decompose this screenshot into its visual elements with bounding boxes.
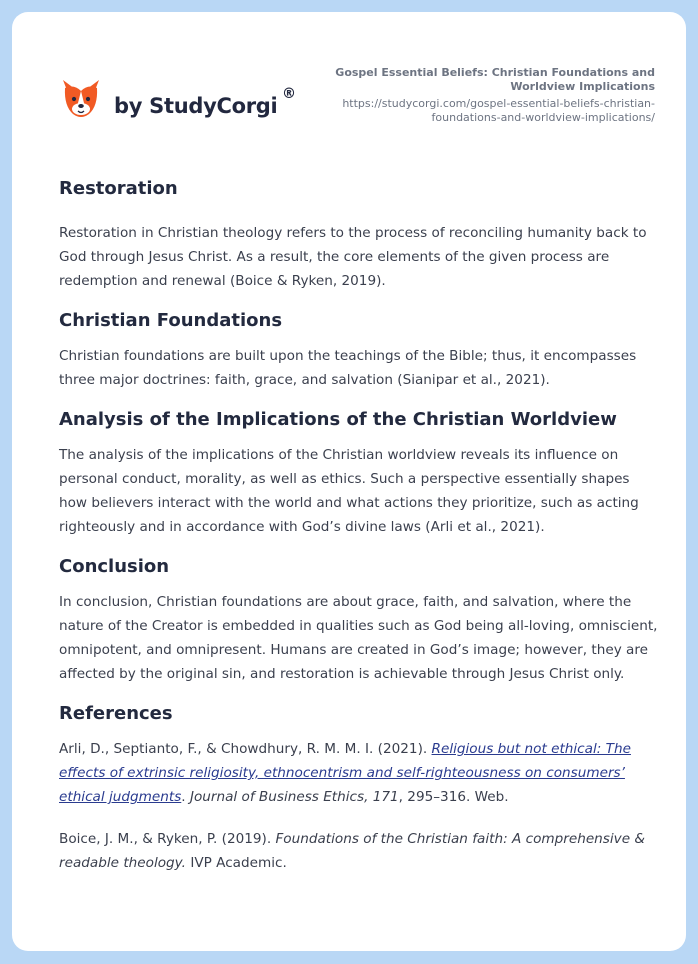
section-heading: Christian Foundations [59,310,283,331]
studycorgi-logo[interactable] [60,76,320,130]
reference-link[interactable]: Religious but not ethical: The effects of extrinsic religiosity, ethnocentrism and self-righteousness on consumers’ ethical judgments [59,741,631,805]
reference-book-title: Foundations of the Christian faith: A comprehensive & readable theology. [59,831,645,871]
section-heading: Restoration [59,178,178,199]
section-paragraph: Christian foundations are built upon the teachings of the Bible; thus, it encompasses three major doctrines: faith, grace, and salvation (Sianipar et al., 2021). [59,348,637,388]
brand-name: by StudyCorgi [114,94,278,118]
document-url[interactable]: https://studycorgi.com/gospel-essential-beliefs-christian-foundations-and-worldview-implications/ [342,97,655,124]
registered-mark: ® [282,86,296,102]
document-page [12,12,686,951]
reference-tail: IVP Academic. [186,855,287,871]
document-meta [325,66,655,124]
reference-journal: Journal of Business Ethics, 171 [189,789,399,805]
reference-separator: . [181,789,190,805]
reference-item [59,737,659,809]
section-heading: Analysis of the Implications of the Christian Worldview [59,409,617,430]
references-heading: References [59,703,173,724]
reference-authors: Boice, J. M., & Ryken, P. (2019). [59,831,276,847]
section-paragraph: Restoration in Christian theology refers to the process of reconciling humanity back to God through Jesus Christ. As a result, the core elements of the given process are redemption and renewal (Boice & Ryken, 2019). [59,225,647,289]
document-title: Gospel Essential Beliefs: Christian Foundations and Worldview Implications [335,66,655,93]
corgi-icon [60,76,102,122]
reference-item [59,827,659,875]
reference-tail: , 295–316. Web. [398,789,509,805]
section-paragraph: In conclusion, Christian foundations are about grace, faith, and salvation, where the nature of the Creator is embedded in qualities such as God being all-loving, omniscient, omnipotent, and omnipresent. Humans are created in God’s image; however, they are affected by the original sin, and restoration is achievable through Jesus Christ only. [59,594,658,682]
document-body [59,172,659,875]
section-heading: Conclusion [59,556,170,577]
header [12,12,686,152]
reference-authors: Arli, D., Septianto, F., & Chowdhury, R. M. M. I. (2021). [59,741,432,757]
section-paragraph: The analysis of the implications of the Christian worldview reveals its influence on personal conduct, morality, as well as ethics. Such a perspective essentially shapes how believers interact with the world and what actions they prioritize, such as acting righteously and in accordance with God’s divine laws (Arli et al., 2021). [59,447,639,535]
